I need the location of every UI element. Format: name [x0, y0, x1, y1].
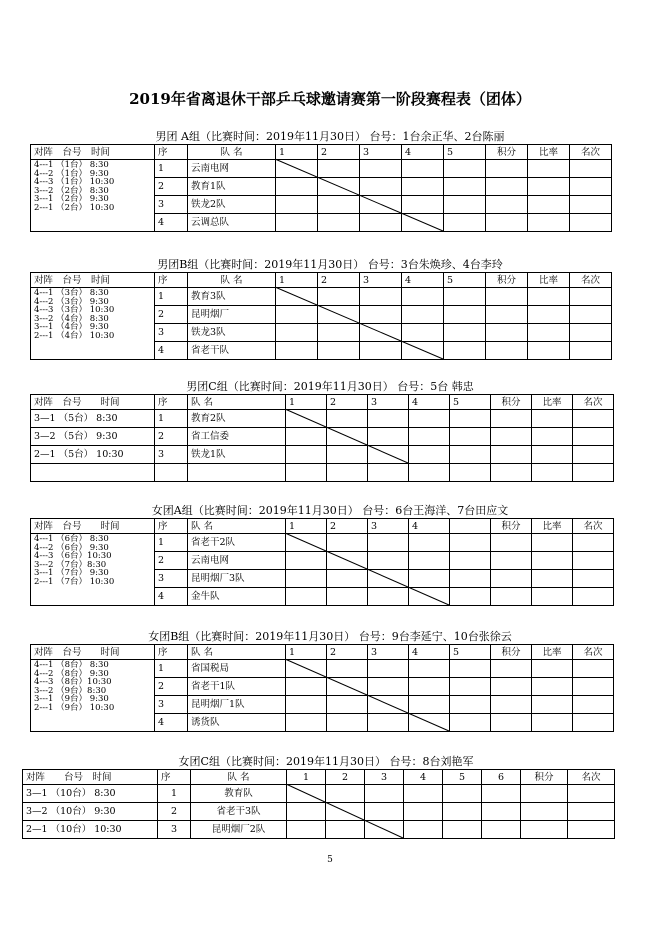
- header-cell: 队 名: [188, 645, 286, 660]
- team-name: 金牛队: [188, 588, 286, 606]
- team-name: 诱货队: [188, 714, 286, 732]
- team-name: 省国税局: [188, 660, 286, 678]
- header-cell: 4: [409, 645, 450, 660]
- team-name: 省老干1队: [188, 678, 286, 696]
- header-cell: 名次: [573, 395, 614, 410]
- match-schedule: 4---1 （3台） 8:30 4---2 （3台） 9:30 4---3 （3台） 10:30 3---2 （4台） 8:30 3---1 （4台） 9:30 2---1 （4台） 10:30: [31, 288, 155, 360]
- header-cell: 3: [368, 645, 409, 660]
- header-cell: 名次: [570, 145, 612, 160]
- group-women-b: [30, 630, 630, 732]
- header-cell: 2: [326, 770, 365, 785]
- header-cell: 5: [444, 273, 486, 288]
- team-seq: 1: [155, 288, 188, 306]
- header-cell: 队 名: [188, 519, 286, 534]
- header-cell: 5: [450, 645, 491, 660]
- team-seq: 1: [155, 660, 188, 678]
- header-cell: 对阵 台号 时间: [23, 770, 158, 785]
- header-cell: 队 名: [188, 145, 276, 160]
- team-seq: 3: [155, 570, 188, 588]
- header-cell: 积分: [521, 770, 568, 785]
- team-seq: 3: [155, 696, 188, 714]
- team-seq: 1: [155, 410, 188, 428]
- header-cell: 序: [158, 770, 191, 785]
- header-cell: 积分: [486, 273, 528, 288]
- team-name: 云南电网: [188, 552, 286, 570]
- header-cell: 4: [409, 395, 450, 410]
- match-schedule: 4---1 （6台） 8:30 4---2 （6台） 9:30 4---3 （6台）10:30 3---2 （7台）8:30 3---1 （7台） 9:30 2---1 （7台） 10:30: [31, 534, 155, 606]
- header-cell: 5: [450, 395, 491, 410]
- schedule-table: [30, 518, 614, 606]
- group-caption: 男团 A组（比赛时间：2019年11月30日） 台号：1台余正华、2台陈丽: [155, 130, 505, 143]
- header-cell: 队 名: [188, 273, 276, 288]
- header-cell: 5: [443, 770, 482, 785]
- header-cell: 队 名: [191, 770, 287, 785]
- header-cell: 1: [276, 273, 318, 288]
- group-caption: 女团B组（比赛时间：2019年11月30日） 台号：9台李延宁、10台张徐云: [148, 630, 512, 643]
- group-women-a: [30, 504, 630, 606]
- header-cell: 3: [368, 395, 409, 410]
- team-name: 昆明烟厂2队: [191, 821, 287, 839]
- team-seq: 1: [158, 785, 191, 803]
- schedule-table: [30, 394, 614, 482]
- header-cell: 名次: [570, 273, 612, 288]
- header-cell: 比率: [532, 645, 573, 660]
- header-cell: 积分: [491, 519, 532, 534]
- group-men-b: [30, 258, 630, 360]
- group-women-c: [22, 755, 630, 839]
- match-row: 3—1 （10台） 8:30: [23, 785, 158, 803]
- header-cell: 积分: [486, 145, 528, 160]
- group-caption: 女团C组（比赛时间：2019年11月30日） 台号：8台刘艳军: [178, 755, 474, 768]
- team-name: 铁龙2队: [188, 196, 276, 214]
- group-men-a: [30, 130, 630, 232]
- header-cell: 4: [409, 519, 450, 534]
- team-name: 教育1队: [188, 178, 276, 196]
- team-name: 省老干3队: [191, 803, 287, 821]
- header-cell: 名次: [573, 645, 614, 660]
- header-cell: 5: [444, 145, 486, 160]
- header-cell: 2: [327, 395, 368, 410]
- schedule-table: [30, 644, 614, 732]
- header-cell: 3: [365, 770, 404, 785]
- team-name: 省老干2队: [188, 534, 286, 552]
- page-number: 5: [327, 855, 333, 865]
- team-name: 铁龙3队: [188, 324, 276, 342]
- match-schedule: 4---1 （1台） 8:30 4---2 （1台） 9:30 4---3 （1台） 10:30 3---2 （2台） 8:30 3---1 （2台） 9:30 2---1 （2台） 10:30: [31, 160, 155, 232]
- header-cell: 3: [368, 519, 409, 534]
- header-cell: 6: [482, 770, 521, 785]
- header-cell: 3: [360, 145, 402, 160]
- team-seq: 2: [155, 678, 188, 696]
- match-row: 2—1 （5台） 10:30: [31, 446, 155, 464]
- header-cell: 1: [286, 395, 327, 410]
- team-name: 昆明烟厂: [188, 306, 276, 324]
- header-cell: 3: [360, 273, 402, 288]
- team-seq: 3: [155, 324, 188, 342]
- match-row: 3—1 （5台） 8:30: [31, 410, 155, 428]
- team-seq: 4: [155, 588, 188, 606]
- schedule-table: [22, 769, 615, 839]
- match-schedule: 4---1 （8台） 8:30 4---2 （8台） 9:30 4---3 （8台）10:30 3---2 （9台）8:30 3---1 （9台） 9:30 2---1 （9台） 10:30: [31, 660, 155, 732]
- team-seq: 4: [155, 714, 188, 732]
- header-cell: 对阵 台号 时间: [31, 519, 155, 534]
- team-name: 云南电网: [188, 160, 276, 178]
- header-cell: 对阵 台号 时间: [31, 645, 155, 660]
- header-cell: 序: [155, 273, 188, 288]
- document-title: 2019年省离退休干部乒乓球邀请赛第一阶段赛程表（团体）: [129, 90, 531, 108]
- header-cell: 积分: [491, 395, 532, 410]
- header-cell: 1: [286, 645, 327, 660]
- header-cell: 2: [318, 273, 360, 288]
- header-cell: 序: [155, 519, 188, 534]
- header-cell: 4: [402, 145, 444, 160]
- team-seq: 4: [155, 342, 188, 360]
- team-name: 教育队: [191, 785, 287, 803]
- team-name: 铁龙1队: [188, 446, 286, 464]
- header-cell: 1: [287, 770, 326, 785]
- header-cell: 比率: [528, 145, 570, 160]
- team-seq: 1: [155, 160, 188, 178]
- group-men-c: [30, 380, 630, 482]
- match-row: 3—2 （5台） 9:30: [31, 428, 155, 446]
- team-name: 教育2队: [188, 410, 286, 428]
- team-name: 昆明烟厂1队: [188, 696, 286, 714]
- team-seq: 2: [155, 552, 188, 570]
- team-seq: 1: [155, 534, 188, 552]
- header-cell: 4: [402, 273, 444, 288]
- team-seq: 2: [155, 178, 188, 196]
- header-cell: 1: [276, 145, 318, 160]
- header-cell: 对阵 台号 时间: [31, 273, 155, 288]
- header-cell: 比率: [528, 273, 570, 288]
- team-seq: 2: [155, 428, 188, 446]
- header-cell: 对阵 台号 时间: [31, 145, 155, 160]
- schedule-table: [30, 144, 612, 232]
- team-seq: 3: [158, 821, 191, 839]
- header-cell: 比率: [532, 395, 573, 410]
- header-cell: 2: [327, 519, 368, 534]
- header-cell: 对阵 台号 时间: [31, 395, 155, 410]
- team-seq: 3: [155, 196, 188, 214]
- group-caption: 男团C组（比赛时间：2019年11月30日） 台号：5台 韩忠: [186, 380, 474, 393]
- team-seq: 3: [155, 446, 188, 464]
- header-cell: 名次: [573, 519, 614, 534]
- match-row: 2—1 （10台） 10:30: [23, 821, 158, 839]
- team-name: 教育3队: [188, 288, 276, 306]
- match-row: 3—2 （10台） 9:30: [23, 803, 158, 821]
- group-caption: 女团A组（比赛时间：2019年11月30日） 台号：6台王海洋、7台田应文: [151, 504, 509, 517]
- header-cell: [450, 519, 491, 534]
- schedule-table: [30, 272, 612, 360]
- team-name: 云调总队: [188, 214, 276, 232]
- team-name: 昆明烟厂3队: [188, 570, 286, 588]
- header-cell: 2: [318, 145, 360, 160]
- header-cell: 名次: [568, 770, 615, 785]
- header-cell: 积分: [491, 645, 532, 660]
- header-cell: 4: [404, 770, 443, 785]
- group-caption: 男团B组（比赛时间：2019年11月30日） 台号：3台朱焕珍、4台李玲: [157, 258, 503, 271]
- header-cell: 序: [155, 395, 188, 410]
- team-seq: 2: [158, 803, 191, 821]
- team-seq: 2: [155, 306, 188, 324]
- header-cell: 2: [327, 645, 368, 660]
- header-cell: 队 名: [188, 395, 286, 410]
- team-seq: 4: [155, 214, 188, 232]
- header-cell: 序: [155, 645, 188, 660]
- team-name: 省老干队: [188, 342, 276, 360]
- header-cell: 比率: [532, 519, 573, 534]
- header-cell: 序: [155, 145, 188, 160]
- team-name: 省工信委: [188, 428, 286, 446]
- header-cell: 1: [286, 519, 327, 534]
